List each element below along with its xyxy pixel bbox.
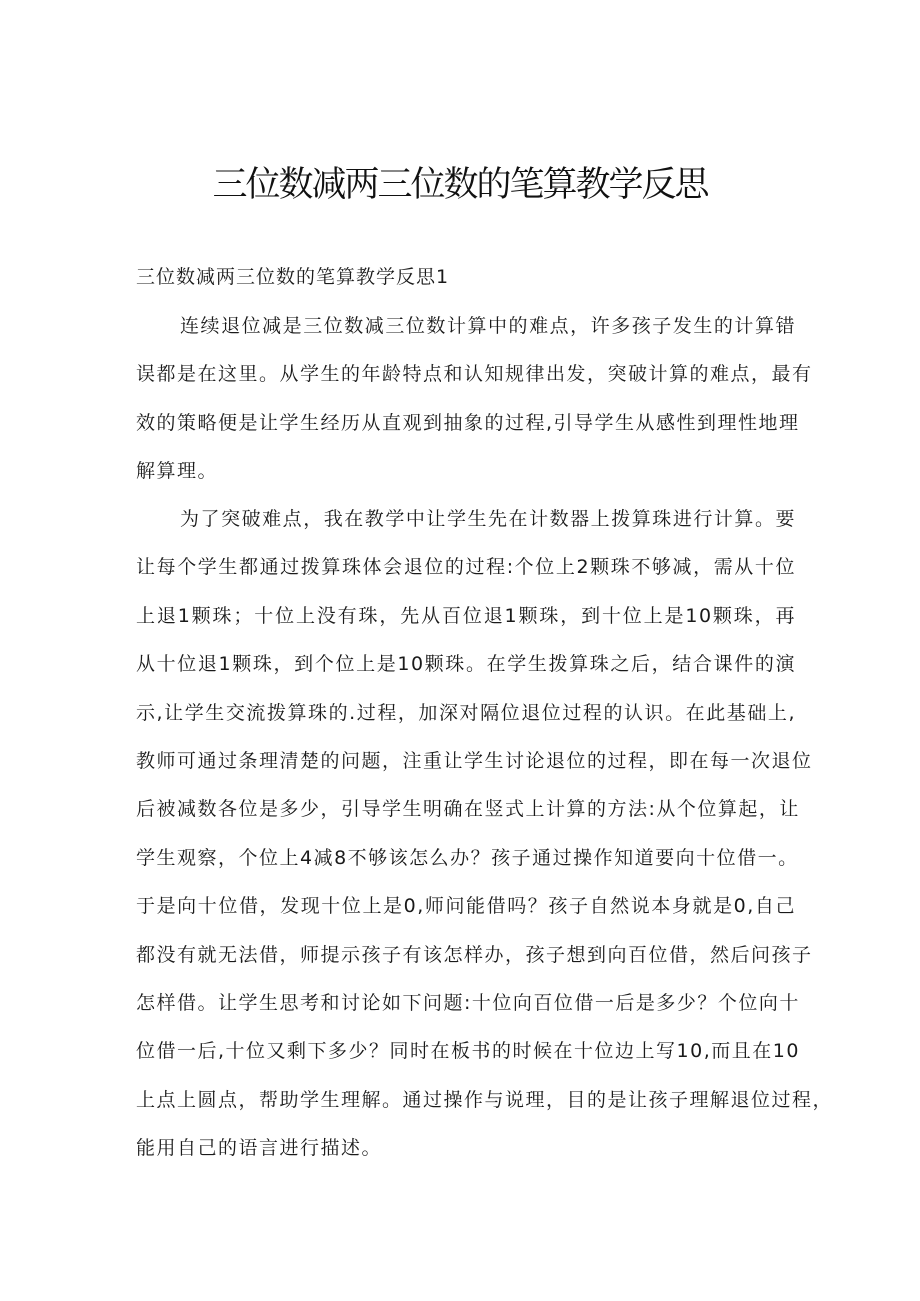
paragraph-2 xyxy=(136,495,834,1173)
paragraph-line: 上点上圆点，帮助学生理解。通过操作与说理，目的是让孩子理解退位过程， xyxy=(136,1088,834,1111)
paragraph-line: 上退1颗珠；十位上没有珠，先从百位退1颗珠，到十位上是10颗珠，再 xyxy=(136,604,796,627)
paragraph-line: 从十位退1颗珠，到个位上是10颗珠。在学生拨算珠之后，结合课件的演 xyxy=(136,653,796,676)
paragraph-line: 后被减数各位是多少，引导学生明确在竖式上计算的方法:从个位算起，让 xyxy=(136,798,800,821)
paragraph-line: 误都是在这里。从学生的年龄特点和认知规律出发，突破计算的难点，最有 xyxy=(136,363,813,386)
paragraph-line: 效的策略便是让学生经历从直观到抽象的过程,引导学生从感性到理性地理 xyxy=(136,411,800,434)
paragraph-line: 能用自己的语言进行描述。 xyxy=(136,1137,383,1160)
document-title: 三位数减两三位数的笔算教学反思 xyxy=(212,165,708,205)
paragraph-line: 于是向十位借，发现十位上是0,师问能借吗？孩子自然说本身就是0,自己 xyxy=(136,895,796,918)
paragraph-line: 学生观察，个位上4减8不够该怎么办？孩子通过操作知道要向十位借一。 xyxy=(136,846,799,869)
paragraph-line: 都没有就无法借，师提示孩子有该怎样办，孩子想到向百位借，然后问孩子 xyxy=(136,943,813,966)
paragraph-line: 位借一后,十位又剩下多少？同时在板书的时候在十位边上写10,而且在10 xyxy=(136,1040,800,1063)
paragraph-line: 解算理。 xyxy=(136,460,219,483)
paragraph-line: 教师可通过条理清楚的问题，注重让学生讨论退位的过程，即在每一次退位 xyxy=(136,750,813,773)
paragraph-line: 怎样借。让学生思考和讨论如下问题:十位向百位借一后是多少？个位向十 xyxy=(136,992,800,1015)
paragraph-line: 示,让学生交流拨算珠的.过程，加深对隔位退位过程的认识。在此基础上, xyxy=(136,701,796,724)
section-heading: 三位数减两三位数的笔算教学反思1 xyxy=(136,266,450,288)
paragraph-1 xyxy=(136,302,813,496)
paragraph-line: 连续退位减是三位数减三位数计算中的难点，许多孩子发生的计算错 xyxy=(180,315,796,337)
paragraph-line: 为了突破难点，我在教学中让学生先在计数器上拨算珠进行计算。要 xyxy=(180,508,796,530)
paragraph-line: 让每个学生都通过拨算珠体会退位的过程:个位上2颗珠不够减，需从十位 xyxy=(136,556,796,579)
